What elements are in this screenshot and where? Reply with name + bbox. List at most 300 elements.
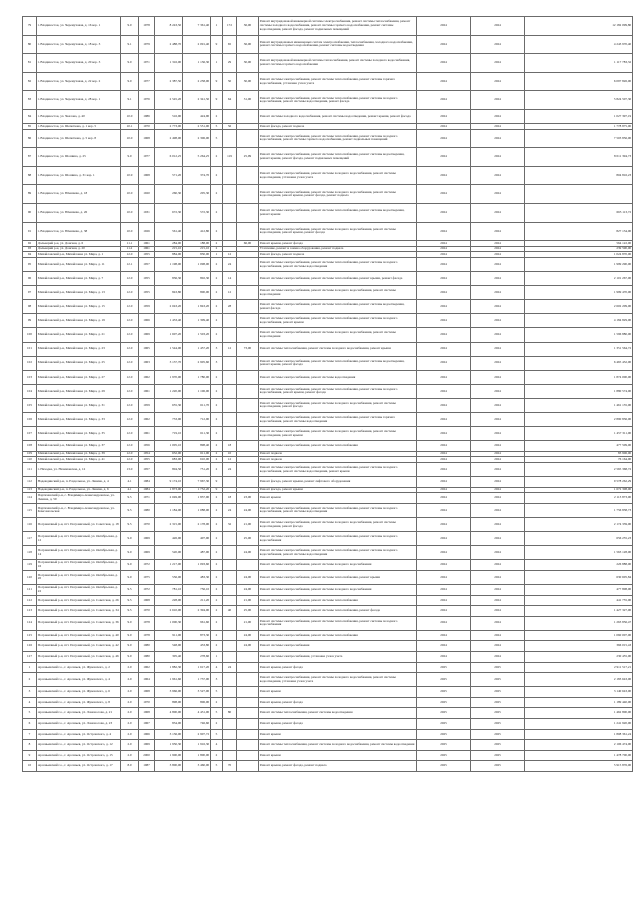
code-cell: 9.0 xyxy=(121,532,139,546)
works-cell: Ремонт системы электроснабжения, ремонт системы холодного водоснабжения, ремонт системы водоотведения xyxy=(259,286,417,300)
start-year-cell: 2024 xyxy=(417,314,471,328)
cost-cell: 230 455,00 xyxy=(525,652,633,663)
code-cell: 2.0 xyxy=(121,673,139,687)
end-year-cell: 2024 xyxy=(471,630,525,641)
table-row xyxy=(23,532,633,546)
total-area-cell: 1 961,60 xyxy=(155,673,183,687)
start-year-cell: 2025 xyxy=(417,729,471,740)
year-built-cell: 1959 xyxy=(139,398,155,412)
table-row xyxy=(23,129,633,148)
address-cell: Надеждинский р-н, п. Раздольное, ул. Ленина, д. 6 xyxy=(37,487,121,493)
works-cell: Ремонт системы электроснабжения, ремонт системы теплоснабжения, ремонт системы холодного водоснабжения, ремонт системы водоотведения, ремонт крыши xyxy=(259,463,417,477)
table-row xyxy=(23,708,633,719)
address-cell: г. Владивосток, ул. Чкалова, д. 40 xyxy=(37,109,121,123)
row-number: 9 xyxy=(23,750,37,761)
cost-cell: 804 816,23 xyxy=(525,166,633,185)
address-cell: г. Владивосток, ул. Шошина, д. 25 xyxy=(37,148,121,167)
year-built-cell: 1968 xyxy=(139,687,155,698)
total-area-cell: 2 498,00 xyxy=(155,129,183,148)
year-built-cell: 1955 xyxy=(139,286,155,300)
table-row xyxy=(23,342,633,356)
cost-cell: 2 602 209,00 xyxy=(525,300,633,314)
table-row xyxy=(23,204,633,223)
end-year-cell: 2024 xyxy=(471,616,525,630)
table-row xyxy=(23,570,633,584)
works-cell: Ремонт системы электроснабжения xyxy=(259,641,417,652)
start-year-cell: 2024 xyxy=(417,252,471,258)
start-year-cell: 2025 xyxy=(417,761,471,772)
address-cell: Партизанский р-н, с. Владимиро-Александровское, ул. Ленина, д. 50 xyxy=(37,493,121,504)
total-area-cell: 516,90 xyxy=(155,109,183,123)
works-cell: Ремонт крыши xyxy=(259,750,417,761)
code-cell: 12.0 xyxy=(121,370,139,384)
units-cell: 18 xyxy=(223,441,237,452)
cost-cell: 8 011 394,73 xyxy=(525,148,633,167)
start-year-cell: 2024 xyxy=(417,72,471,91)
wear-cell xyxy=(237,109,259,123)
cost-cell xyxy=(525,185,633,204)
address-cell: Арсеньевский г.о., г. Арсеньев, ул. Жуковского, д. 8 xyxy=(37,697,121,708)
cost-cell: 1 241 920,00 xyxy=(525,719,633,730)
units-cell: 14 xyxy=(223,272,237,286)
works-cell: Ремонт системы электроснабжения, ремонт системы теплоснабжения, ремонт системы холодного водоснабжения, ремонт системы водоотведения xyxy=(259,546,417,560)
total-area-cell: 1 000,30 xyxy=(155,616,183,630)
table-row xyxy=(23,761,633,772)
start-year-cell: 2024 xyxy=(417,584,471,595)
works-cell: Ремонт системы электроснабжения, ремонт системы теплоснабжения xyxy=(259,630,417,641)
units-cell: 12 xyxy=(223,342,237,356)
year-built-cell: 1986 xyxy=(139,109,155,123)
end-year-cell: 2024 xyxy=(471,570,525,584)
end-year-cell: 2024 xyxy=(471,398,525,412)
living-area-cell: 873,30 xyxy=(183,630,211,641)
floors-cell: 2 xyxy=(211,398,223,412)
code-cell: 9.5 xyxy=(121,595,139,606)
units-cell: 10 xyxy=(223,451,237,457)
units-cell: 50 xyxy=(223,72,237,91)
address-cell: Надеждинский р-н, п. Раздольное, ул. Ленина, д. 4 xyxy=(37,477,121,488)
year-built-cell: 1984 xyxy=(139,487,155,493)
start-year-cell: 2024 xyxy=(417,441,471,452)
total-area-cell: 3 800,00 xyxy=(155,761,183,772)
row-number: 114 xyxy=(23,493,37,504)
end-year-cell: 2024 xyxy=(471,272,525,286)
cost-cell: 1 672 308,00 xyxy=(525,487,633,493)
row-number: 89 xyxy=(23,185,37,204)
cost-cell: 1 756 838,73 xyxy=(525,503,633,517)
row-number: 101 xyxy=(23,342,37,356)
end-year-cell: 2024 xyxy=(471,72,525,91)
year-built-cell: 1955 xyxy=(139,252,155,258)
end-year-cell: 2024 xyxy=(471,109,525,123)
start-year-cell: 2024 xyxy=(417,503,471,517)
units-cell xyxy=(223,314,237,328)
living-area-cell: 830,00 xyxy=(183,252,211,258)
units-cell xyxy=(223,477,237,488)
works-cell: Ремонт системы электроснабжения, ремонт системы теплоснабжения, ремонт системы холодного водоснабжения xyxy=(259,532,417,546)
address-cell: Арсеньевский г.о., г. Арсеньев, ул. Ломоносова, д. 23 xyxy=(37,719,121,730)
total-area-cell: 305,40 xyxy=(155,652,183,663)
start-year-cell: 2024 xyxy=(417,124,471,130)
code-cell: 12.0 xyxy=(121,356,139,370)
code-cell: 9.5 xyxy=(121,503,139,517)
works-cell: Ремонт внутридомовой инженерной системы теплоснабжения, ремонт системы холодного водоснабжения, ремонт системы горячего водоснабжения xyxy=(259,54,417,73)
end-year-cell: 2025 xyxy=(471,708,525,719)
start-year-cell: 2024 xyxy=(417,300,471,314)
units-cell xyxy=(223,687,237,698)
start-year-cell: 2025 xyxy=(417,719,471,730)
code-cell: 12.0 xyxy=(121,398,139,412)
total-area-cell: 672,30 xyxy=(155,204,183,223)
address-cell: Пограничный р-н, пгт. Пограничный, ул. Советская, д. 26 xyxy=(37,595,121,606)
row-number: 1 xyxy=(23,662,37,673)
year-built-cell: 1966 xyxy=(139,729,155,740)
total-area-cell: 1 900,00 xyxy=(155,750,183,761)
address-cell: Михайловский р-н, Михайловка ул. Мира, д. 37 xyxy=(37,441,121,452)
units-cell: 40 xyxy=(223,606,237,617)
total-area-cell: 804,50 xyxy=(155,463,183,477)
cost-cell: 9 578 262,29 xyxy=(525,477,633,488)
wear-cell xyxy=(237,185,259,204)
year-built-cell: 1957 xyxy=(139,258,155,272)
works-cell: Утепление, ремонт и замена оборудования, ремонт подвала xyxy=(259,246,417,252)
wear-cell xyxy=(237,204,259,223)
works-cell: Ремонт системы электроснабжения, ремонт системы холодного водоснабжения xyxy=(259,584,417,595)
works-cell: Ремонт системы теплоснабжения, ремонт системы холодного водоснабжения, ремонт системы водоотведения xyxy=(259,740,417,751)
units-cell xyxy=(223,222,237,241)
year-built-cell: 1968 xyxy=(139,595,155,606)
units-cell: 172 xyxy=(223,17,237,36)
floors-cell: 2 xyxy=(211,328,223,342)
total-area-cell: 1 005,10 xyxy=(155,441,183,452)
units-cell xyxy=(223,109,237,123)
start-year-cell: 2025 xyxy=(417,708,471,719)
code-cell: 4.1 xyxy=(121,487,139,493)
address-cell: г. Владивосток, ул. Черемуховая, д. 22 кор. 2 xyxy=(37,72,121,91)
table-row xyxy=(23,697,633,708)
units-cell: 32 xyxy=(223,517,237,531)
row-number: 120 xyxy=(23,570,37,584)
units-cell xyxy=(223,750,237,761)
year-built-cell: 1964 xyxy=(139,673,155,687)
cost-cell: 1 117 783,32 xyxy=(525,54,633,73)
address-cell: г. Владивосток, ул. Черемуховая, д. 16 кор. 1 xyxy=(37,17,121,36)
start-year-cell: 2024 xyxy=(417,546,471,560)
start-year-cell: 2024 xyxy=(417,185,471,204)
start-year-cell: 2024 xyxy=(417,413,471,427)
units-cell xyxy=(223,384,237,398)
code-cell: 9.0 xyxy=(121,148,139,167)
start-year-cell: 2024 xyxy=(417,517,471,531)
code-cell: 2.0 xyxy=(121,708,139,719)
address-cell: Михайловский р-н, Михайловка ул. Мира, д. 15 xyxy=(37,300,121,314)
start-year-cell: 2024 xyxy=(417,109,471,123)
cost-cell: 2 911 517,21 xyxy=(525,662,633,673)
works-cell: Ремонт системы электроснабжения, ремонт системы теплоснабжения, ремонт системы холодного водоснабжения, ремонт крыши, ремонт фасада xyxy=(259,384,417,398)
units-cell xyxy=(223,740,237,751)
start-year-cell: 2024 xyxy=(417,204,471,223)
code-cell: 10.0 xyxy=(121,204,139,223)
address-cell: Михайловский р-н, Михайловка ул. Мира, д. 27 xyxy=(37,370,121,384)
floors-cell: 2 xyxy=(211,463,223,477)
table-row xyxy=(23,729,633,740)
cost-cell: 477 509,00 xyxy=(525,441,633,452)
table-row xyxy=(23,616,633,630)
address-cell: Арсеньевский г.о., г. Арсеньев, ул. Островского, д. 4 xyxy=(37,729,121,740)
table-row xyxy=(23,719,633,730)
cost-cell: 2 174 339,00 xyxy=(525,517,633,531)
year-built-cell: 1976 xyxy=(139,91,155,110)
row-number: 90 xyxy=(23,204,37,223)
row-number: 4 xyxy=(23,697,37,708)
units-cell: 28 xyxy=(223,300,237,314)
cost-cell: 441 755,00 xyxy=(525,595,633,606)
year-built-cell: 1969 xyxy=(139,532,155,546)
start-year-cell: 2024 xyxy=(417,91,471,110)
end-year-cell: 2024 xyxy=(471,314,525,328)
year-built-cell: 1961 xyxy=(139,427,155,441)
year-built-cell: 1968 xyxy=(139,708,155,719)
row-number: 96 xyxy=(23,272,37,286)
address-cell: Михайловский р-н, Михайловка ул. Мира, д. 11 xyxy=(37,258,121,272)
total-area-cell: 1 950,30 xyxy=(155,740,183,751)
start-year-cell: 2024 xyxy=(417,35,471,54)
living-area-cell: 746,60 xyxy=(183,719,211,730)
year-built-cell: 1969 xyxy=(139,740,155,751)
start-year-cell: 2024 xyxy=(417,356,471,370)
wear-cell xyxy=(237,258,259,272)
works-cell: Ремонт системы холодного водоснабжения, ремонт системы водоотведения, ремонт крыши, ремонт фасада xyxy=(259,109,417,123)
wear-cell xyxy=(237,708,259,719)
start-year-cell: 2024 xyxy=(417,560,471,571)
living-area-cell: 610,00 xyxy=(183,457,211,463)
table-row xyxy=(23,503,633,517)
year-built-cell: 1980 xyxy=(139,503,155,517)
start-year-cell: 2025 xyxy=(417,673,471,687)
table-row xyxy=(23,750,633,761)
row-number: 127 xyxy=(23,652,37,663)
floors-cell: 2 xyxy=(211,286,223,300)
total-area-cell: 8 243,50 xyxy=(155,17,183,36)
works-cell: Ремонт системы теплоснабжения, ремонт системы водоотведения xyxy=(259,708,417,719)
floors-cell: 2 xyxy=(211,300,223,314)
wear-cell: 21,00 xyxy=(237,595,259,606)
address-cell: г. Владивосток, ул. Шепеткова, д. 1 кор. 5 xyxy=(37,124,121,130)
floors-cell: 2 xyxy=(211,427,223,441)
year-built-cell: 1979 xyxy=(139,35,155,54)
total-area-cell: 733,90 xyxy=(155,413,183,427)
address-cell: Арсеньевский г.о., г. Арсеньев, ул. Жуковского, д. 4 xyxy=(37,673,121,687)
cost-cell: 2 565 368,72 xyxy=(525,463,633,477)
floors-cell: 2 xyxy=(211,584,223,595)
cost-cell: 2 101 267,00 xyxy=(525,272,633,286)
row-number: 86 xyxy=(23,129,37,148)
address-cell: Арсеньевский г.о., г. Арсеньев, ул. Островского, д. 15 xyxy=(37,750,121,761)
year-built-cell: 1968 xyxy=(139,166,155,185)
cost-cell: 1 189 440,00 xyxy=(525,697,633,708)
cost-cell: 5 824 507,30 xyxy=(525,91,633,110)
cost-cell: 1 563 128,00 xyxy=(525,546,633,560)
living-area-cell: 1 088,00 xyxy=(183,503,211,517)
wear-cell: 21,00 xyxy=(237,616,259,630)
units-cell xyxy=(223,641,237,652)
units-cell xyxy=(223,532,237,546)
units-cell: 119 xyxy=(223,148,237,167)
row-number: 104 xyxy=(23,384,37,398)
floors-cell: 2 xyxy=(211,370,223,384)
floors-cell: 2 xyxy=(211,272,223,286)
table-row xyxy=(23,148,633,167)
code-cell: 12.0 xyxy=(121,413,139,427)
total-area-cell: 1 433,40 xyxy=(155,314,183,328)
start-year-cell: 2024 xyxy=(417,148,471,167)
works-cell: Ремонт системы электроснабжения, ремонт системы холодного водоснабжения, ремонт системы водоотведения, установка узлов учета xyxy=(259,673,417,687)
row-number: 81 xyxy=(23,54,37,73)
year-built-cell: 1926 xyxy=(139,222,155,241)
units-cell xyxy=(223,652,237,663)
cost-cell: 564 122,00 xyxy=(525,241,633,247)
table-row xyxy=(23,54,633,73)
cost-cell: 1 027 397,19 xyxy=(525,109,633,123)
total-area-cell: 898,00 xyxy=(155,697,183,708)
living-area-cell: 278,60 xyxy=(183,652,211,663)
overhaul-schedule-table xyxy=(22,16,633,772)
floors-cell: 2 xyxy=(211,560,223,571)
living-area-cell: 611,30 xyxy=(183,427,211,441)
works-cell: Ремонт системы электроснабжения, установка узлов учета xyxy=(259,652,417,663)
code-cell: 9.0 xyxy=(121,630,139,641)
works-cell: Ремонт системы электроснабжения, ремонт системы холодного водоснабжения, ремонт системы водоотведения, ремонт крыши xyxy=(259,427,417,441)
table-row xyxy=(23,740,633,751)
cost-cell: 4 243 970,40 xyxy=(525,35,633,54)
works-cell: Ремонт системы электроснабжения, ремонт системы водоотведения xyxy=(259,370,417,384)
code-cell: 9.0 xyxy=(121,560,139,571)
cost-cell: 1 999 290,00 xyxy=(525,258,633,272)
living-area-cell: 756,10 xyxy=(183,584,211,595)
wear-cell xyxy=(237,356,259,370)
address-cell: Арсеньевский г.о., г. Арсеньев, ул. Островского, д. 17 xyxy=(37,761,121,772)
start-year-cell: 2024 xyxy=(417,328,471,342)
living-area-cell: 2 341,50 xyxy=(183,91,211,110)
floors-cell: 2 xyxy=(211,258,223,272)
total-area-cell: 1 316,00 xyxy=(155,54,183,73)
row-number: 103 xyxy=(23,370,37,384)
table-row xyxy=(23,606,633,617)
total-area-cell: 561,40 xyxy=(155,222,183,241)
works-cell: Ремонт крыши, ремонт фасада xyxy=(259,662,417,673)
end-year-cell: 2024 xyxy=(471,487,525,493)
total-area-cell: 2 773,00 xyxy=(155,124,183,130)
row-number: 109 xyxy=(23,451,37,457)
year-built-cell: 1920 xyxy=(139,185,155,204)
works-cell: Ремонт крыши xyxy=(259,729,417,740)
cost-cell: 665 113,72 xyxy=(525,204,633,223)
year-built-cell: 1972 xyxy=(139,584,155,595)
living-area-cell: 1 843,20 xyxy=(183,300,211,314)
floors-cell: 2 xyxy=(211,185,223,204)
address-cell: Михайловский р-н, Михайловка ул. Мира, д. 29 xyxy=(37,384,121,398)
wear-cell: 25,00 xyxy=(237,532,259,546)
end-year-cell: 2024 xyxy=(471,584,525,595)
code-cell: 2.0 xyxy=(121,740,139,751)
works-cell: Ремонт системы теплоснабжения, ремонт системы холодного водоснабжения, ремонт крыши xyxy=(259,342,417,356)
code-cell: 2.0 xyxy=(121,729,139,740)
works-cell: Ремонт системы электроснабжения, ремонт системы холодного водоснабжения xyxy=(259,560,417,571)
cost-cell: 239 590,00 xyxy=(525,246,633,252)
wear-cell xyxy=(237,463,259,477)
year-built-cell: 1963 xyxy=(139,356,155,370)
table-row xyxy=(23,662,633,673)
wear-cell xyxy=(237,761,259,772)
end-year-cell: 2025 xyxy=(471,673,525,687)
year-built-cell: 1967 xyxy=(139,719,155,730)
start-year-cell: 2024 xyxy=(417,606,471,617)
row-number: 111 xyxy=(23,463,37,477)
living-area-cell: 188,00 xyxy=(183,241,211,247)
total-area-cell: 2 488,70 xyxy=(155,35,183,54)
code-cell: 9.0 xyxy=(121,17,139,36)
end-year-cell: 2024 xyxy=(471,451,525,457)
living-area-cell: 806,00 xyxy=(183,697,211,708)
floors-cell: 9 xyxy=(211,91,223,110)
wear-cell xyxy=(237,384,259,398)
total-area-cell: 884,00 xyxy=(155,252,183,258)
floors-cell: 2 xyxy=(211,246,223,252)
total-area-cell: 2 387,50 xyxy=(155,72,183,91)
address-cell: Партизанский р-н, с. Владимиро-Александровское, ул. Комсомольская xyxy=(37,503,121,517)
works-cell: Ремонт системы электроснабжения, ремонт системы теплоснабжения, ремонт системы холодного водоснабжения, ремонт системы водоотведения xyxy=(259,503,417,517)
floors-cell: 4 xyxy=(211,662,223,673)
works-cell: Ремонт системы электроснабжения, ремонт системы холодного водоснабжения, ремонт системы водоотведения, ремонт фасада xyxy=(259,517,417,531)
total-area-cell: 843,80 xyxy=(155,286,183,300)
code-cell: 10.0 xyxy=(121,185,139,204)
end-year-cell: 2024 xyxy=(471,286,525,300)
year-built-cell: 1955 xyxy=(139,272,155,286)
row-number: 121 xyxy=(23,584,37,595)
start-year-cell: 2024 xyxy=(417,427,471,441)
end-year-cell: 2024 xyxy=(471,493,525,504)
table-row xyxy=(23,17,633,36)
floors-cell: 4 xyxy=(211,740,223,751)
code-cell: 9.0 xyxy=(121,570,139,584)
row-number: 87 xyxy=(23,148,37,167)
row-number: 100 xyxy=(23,328,37,342)
floors-cell: 5 xyxy=(211,124,223,130)
wear-cell: 25,99 xyxy=(237,148,259,167)
floors-cell: 2 xyxy=(211,166,223,185)
address-cell: Пограничный р-н, пгт. Пограничный, ул. Советская, д. 42 xyxy=(37,641,121,652)
table-row xyxy=(23,673,633,687)
row-number: 95 xyxy=(23,258,37,272)
code-cell: 2.0 xyxy=(121,697,139,708)
code-cell: 9.0 xyxy=(121,652,139,663)
total-area-cell: 911,00 xyxy=(155,630,183,641)
total-area-cell: 719,10 xyxy=(155,427,183,441)
units-cell xyxy=(223,673,237,687)
living-area-cell: 1 106,00 xyxy=(183,384,211,398)
floors-cell: 3 xyxy=(211,673,223,687)
cost-cell: 226 888,00 xyxy=(525,560,633,571)
year-built-cell: 1977 xyxy=(139,148,155,167)
address-cell: Михайловский р-н, Михайловка ул. Мира, д. 21 xyxy=(37,328,121,342)
year-built-cell: 1971 xyxy=(139,493,155,504)
living-area-cell: 898,40 xyxy=(183,441,211,452)
address-cell: Пограничный р-н, пгт. Пограничный, ул. Октябрьская, д. 16 xyxy=(37,560,121,571)
address-cell: Дальнерий р-н, ул. Донская, д. 20 xyxy=(37,246,121,252)
wear-cell xyxy=(237,740,259,751)
living-area-cell: 2 394,00 xyxy=(183,606,211,617)
units-cell: 18 xyxy=(223,493,237,504)
